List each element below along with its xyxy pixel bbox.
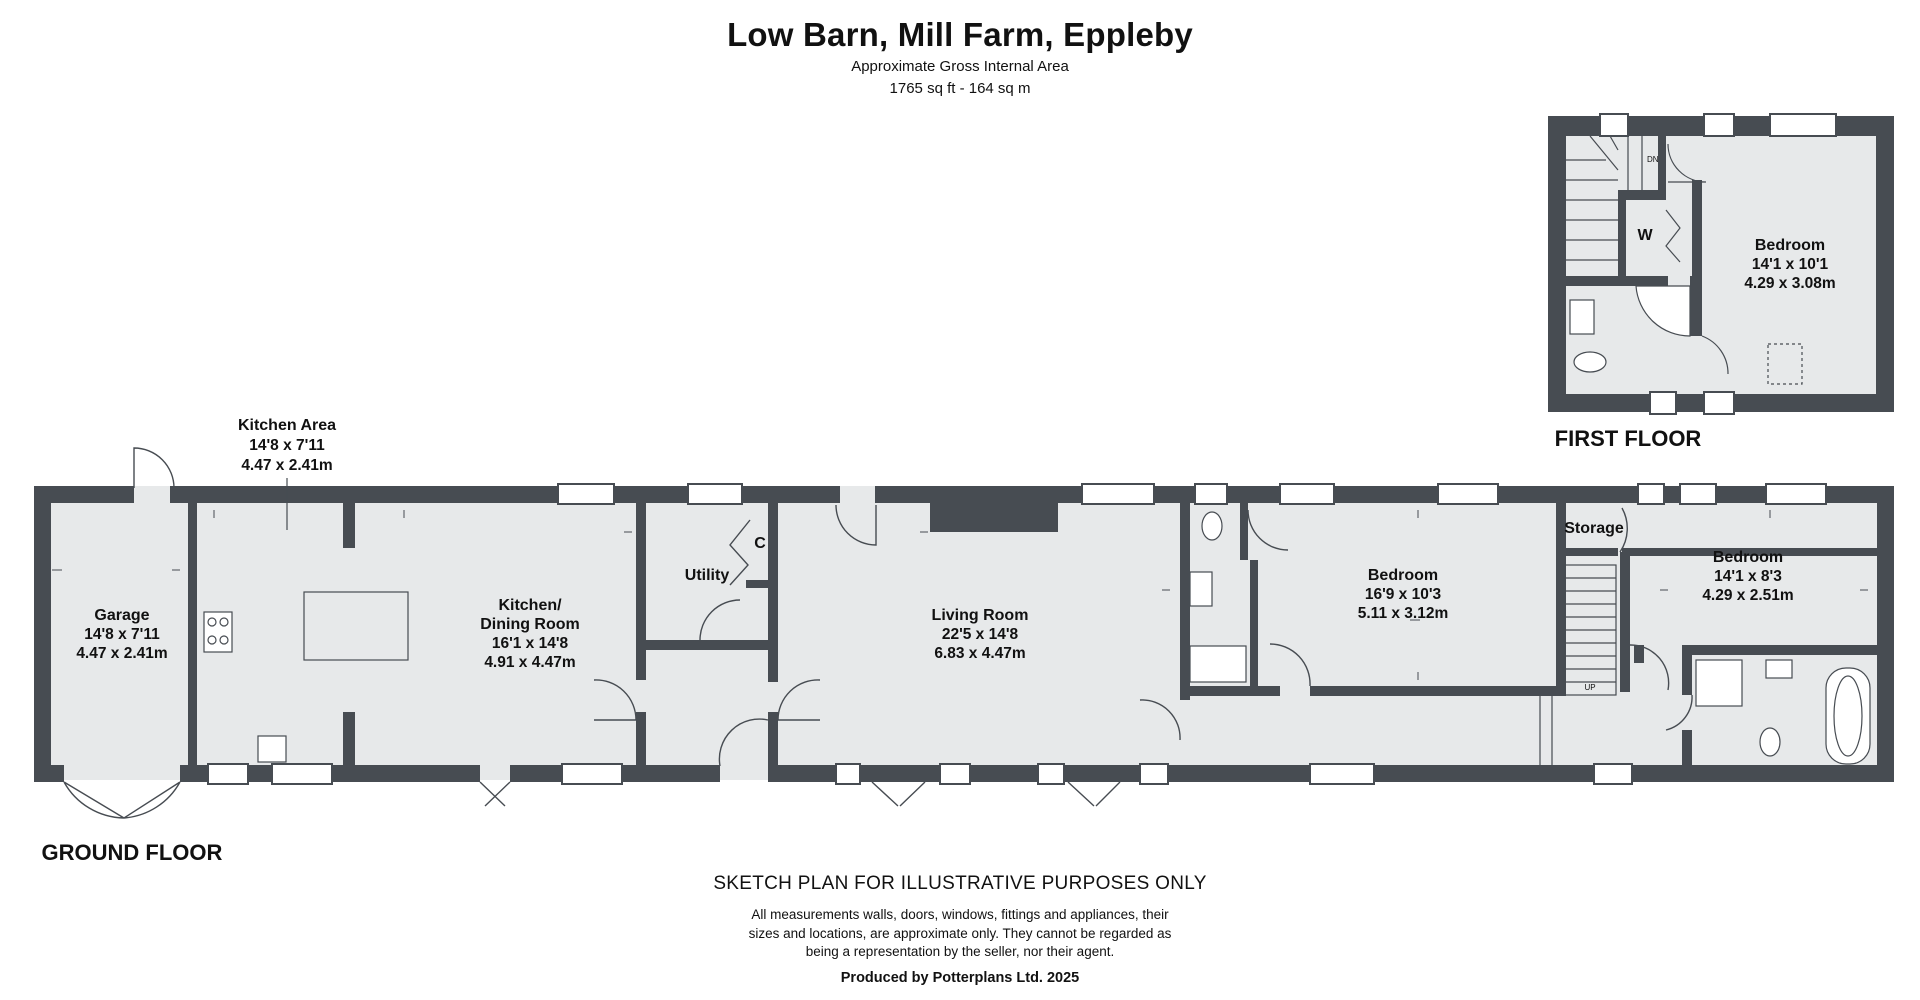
plan-subtitle: Approximate Gross Internal Area: [851, 58, 1069, 75]
plan-area: 1765 sq ft - 164 sq m: [889, 80, 1031, 97]
garage-imperial: 14'8 x 7'11: [84, 626, 160, 643]
ff-toilet: [1574, 352, 1606, 372]
bedroom-a-name: Bedroom: [1367, 567, 1439, 584]
bathroom-basin: [1766, 660, 1792, 678]
kitchen-area-metric: 4.47 x 2.41m: [241, 457, 333, 474]
hob: [204, 612, 232, 652]
ground-floor-plan: [34, 417, 1894, 865]
stairs-up-label: UP: [1584, 683, 1596, 692]
disclaimer-line-1: All measurements walls, doors, windows, fittings and appliances, their: [751, 907, 1169, 922]
stairs-down-label: DN: [1647, 155, 1659, 164]
kitchen-sink: [258, 736, 286, 762]
ff-basin: [1570, 300, 1594, 334]
plan-title: Low Barn, Mill Farm, Eppleby: [727, 16, 1193, 53]
bath-shower: [1696, 660, 1742, 706]
wardrobe-label: W: [1637, 227, 1653, 244]
living-room-imperial: 22'5 x 14'8: [941, 626, 1019, 643]
bedroom-ff-metric: 4.29 x 3.08m: [1744, 275, 1836, 292]
bathroom-toilet: [1760, 728, 1780, 756]
bedroom-a-imperial: 16'9 x 10'3: [1364, 586, 1442, 603]
bedroom-b-name: Bedroom: [1712, 549, 1784, 566]
ensuite-shower: [1190, 646, 1246, 682]
utility-name: Utility: [684, 567, 730, 584]
garage-name: Garage: [94, 607, 150, 624]
disclaimer-line-3: being a representation by the seller, nor their agent.: [805, 944, 1115, 959]
first-floor-plan: [1548, 114, 1894, 451]
disclaimer-heading: SKETCH PLAN FOR ILLUSTRATIVE PURPOSES ONLY: [713, 873, 1207, 894]
ensuite-toilet: [1202, 512, 1222, 540]
kitchen-dining-imperial: 16'1 x 14'8: [491, 635, 569, 652]
kitchen-dining-name-1: Kitchen/: [498, 597, 562, 614]
kitchen-dining-metric: 4.91 x 4.47m: [484, 654, 576, 671]
disclaimer-line-2: sizes and locations, are approximate only. They cannot be regarded as: [748, 925, 1172, 941]
bedroom-a-metric: 5.11 x 3.12m: [1357, 605, 1449, 622]
bedroom-b-imperial: 14'1 x 8'3: [1714, 568, 1782, 585]
storage-name: Storage: [1564, 520, 1624, 537]
living-room-name: Living Room: [931, 607, 1029, 624]
disclaimer-body: [0, 906, 1920, 962]
living-room-metric: 6.83 x 4.47m: [934, 645, 1026, 662]
kitchen-area-imperial: 14'8 x 7'11: [249, 437, 325, 454]
kitchen-area-name: Kitchen Area: [237, 417, 337, 434]
producer-credit: Produced by Potterplans Ltd. 2025: [840, 970, 1080, 986]
ground-floor-label: GROUND FLOOR: [41, 840, 223, 865]
kitchen-island: [304, 592, 408, 660]
cupboard-label: C: [754, 535, 766, 552]
bedroom-b-metric: 4.29 x 2.51m: [1702, 587, 1794, 604]
first-floor-label: FIRST FLOOR: [1554, 426, 1702, 451]
bedroom-ff-imperial: 14'1 x 10'1: [1751, 256, 1829, 273]
ensuite-basin: [1190, 572, 1212, 606]
kitchen-dining-name-2: Dining Room: [480, 616, 580, 633]
garage-metric: 4.47 x 2.41m: [76, 645, 168, 662]
bedroom-ff-name: Bedroom: [1754, 237, 1826, 254]
